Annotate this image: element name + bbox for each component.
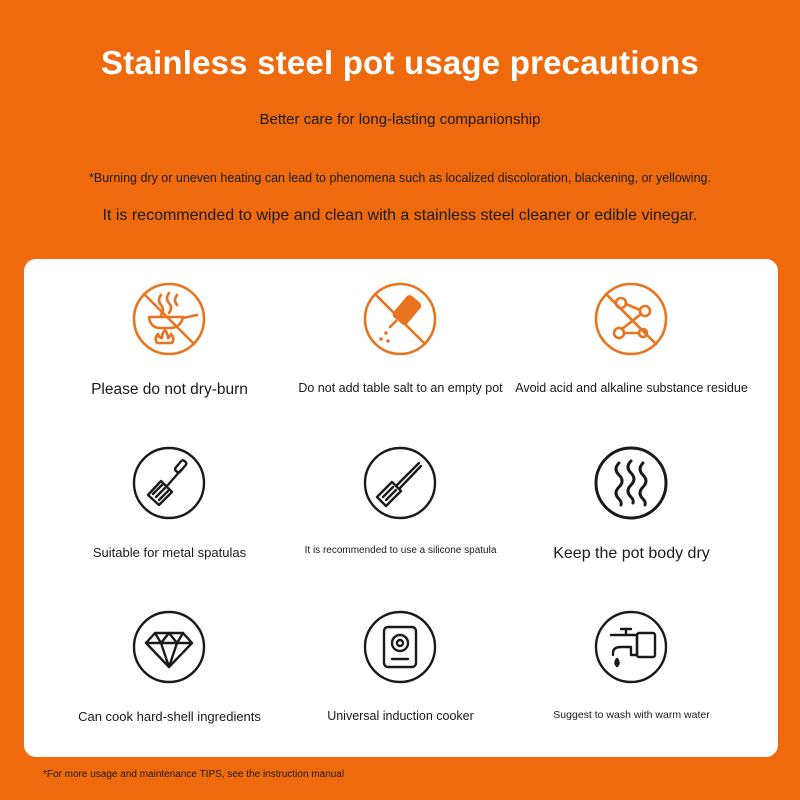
tip-no-dry-burn (44, 281, 295, 447)
diamond-icon (131, 609, 207, 685)
tip-label: Suitable for metal spatulas (92, 545, 247, 560)
tip-label: Universal induction cooker (327, 709, 474, 723)
silicone-spatula-icon (362, 445, 438, 521)
tip-metal-spatula (44, 445, 295, 611)
tip-induction (275, 609, 526, 775)
tip-label: Avoid acid and alkaline substance residue (515, 381, 748, 395)
tip-label: Do not add table salt to an empty pot (298, 381, 503, 395)
tip-label: Can cook hard-shell ingredients (78, 709, 261, 724)
cleaning-recommendation: It is recommended to wipe and clean with a stainless steel cleaner or edible vinegar. (102, 207, 698, 224)
no-salt-icon (362, 281, 438, 357)
no-acid-alkaline-icon (593, 281, 669, 357)
tip-keep-dry (506, 445, 757, 611)
tip-warm-water (506, 609, 757, 775)
induction-cooker-icon (362, 609, 438, 685)
tip-label: Suggest to wash with warm water (553, 709, 710, 721)
tips-card (24, 259, 778, 757)
tip-label: Keep the pot body dry (553, 545, 710, 562)
discoloration-note: *Burning dry or uneven heating can lead to phenomena such as localized discoloration, blackening, or yellowing. (89, 171, 711, 185)
page-title: Stainless steel pot usage precautions (101, 44, 699, 81)
tip-label: Please do not dry-burn (91, 381, 248, 398)
tip-label: It is recommended to use a silicone spatula (304, 545, 497, 556)
page-subtitle: Better care for long-lasting companionship (259, 111, 541, 128)
footer-note: *For more usage and maintenance TIPS, see the instruction manual (43, 769, 345, 780)
metal-spatula-icon (131, 445, 207, 521)
tip-no-acid-alkaline (506, 281, 757, 447)
no-dry-burn-icon (131, 281, 207, 357)
faucet-icon (593, 609, 669, 685)
tip-hard-shell (44, 609, 295, 775)
dry-steam-icon (593, 445, 669, 521)
tip-silicone-spatula (275, 445, 526, 611)
tip-no-salt (275, 281, 526, 447)
